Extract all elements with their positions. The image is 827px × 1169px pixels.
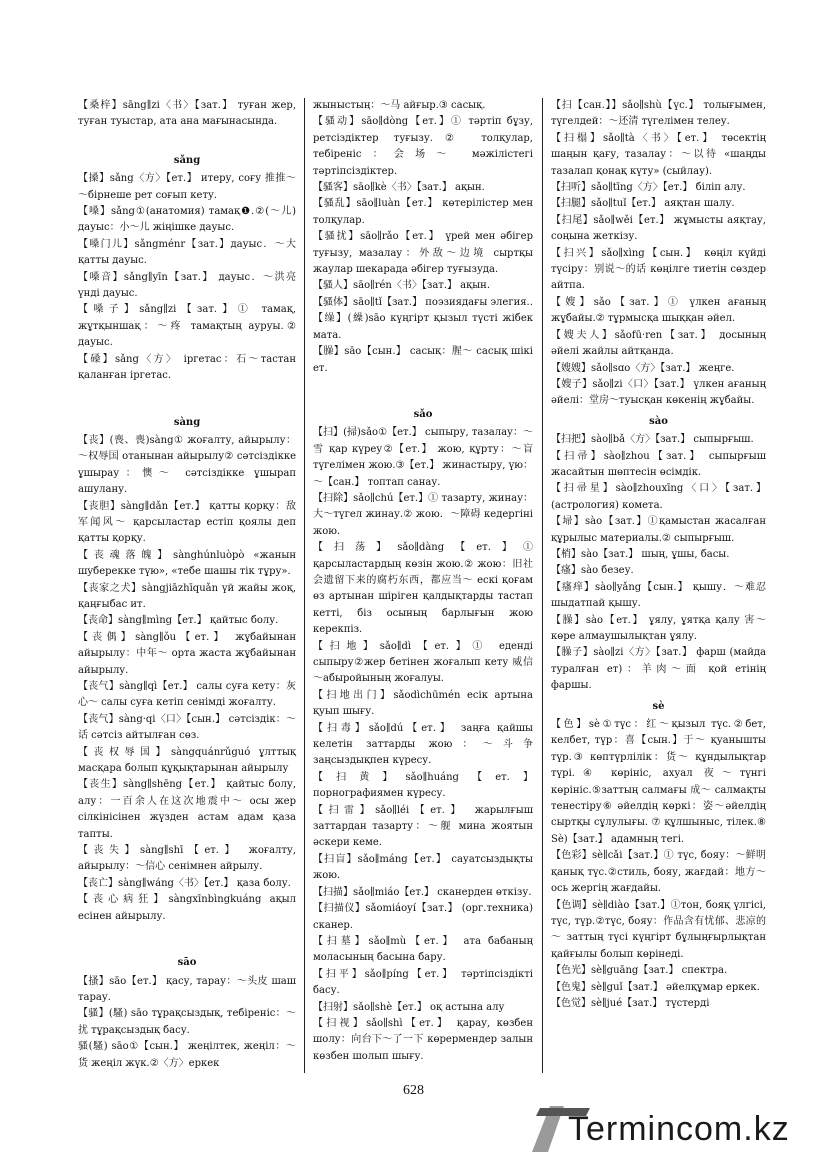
pinyin-heading: sào — [649, 415, 668, 427]
dictionary-entry: 【扫毒】sǎo∥dú【ет.】 заңға қайшы келетін заттарды жою：～斗争 заңсыздықпен күресу. — [313, 722, 533, 767]
dictionary-entry: 【瘙】sào безеу. — [551, 565, 634, 577]
column-divider — [542, 98, 543, 1073]
dictionary-entry: 【丧偶】sàng∥ǒu【ет.】 жұбайынан айырылу：中年～ орта жаста жұбайынан айырылу. — [78, 631, 296, 676]
dictionary-entry: 【磉】sǎng〈方〉 іргетас：石～тастан қаланған іргетас. — [78, 353, 296, 382]
dictionary-entry: 【骚扰】sāo∥rǎo【ет.】 үрей мен әбігер туғызу, мазалау：外敌～边境 сыртқы жаулар шекарада әбігер туғызуда. — [313, 231, 533, 276]
dictionary-entry: 【扫地】sǎo∥dì【ет.】① едендi сыпыру②жер бетінен жоғалып кету 威信～абыройының жоғалуы. — [313, 640, 533, 685]
dictionary-entry: 【搡】sǎng〈方〉【ет.】 итеру, соғу 推推～～бірнеше рет соғып кету. — [78, 173, 296, 201]
dictionary-entry: 【丧权辱国】sàngquánrǔguó ұлттық масқара болып құқықтарынан айырылу — [78, 746, 296, 775]
dictionary-entry: 【骚乱】sāo∥luàn【ет.】 көтерілістер мен толқулар. — [313, 198, 533, 226]
dictionary-entry: 【扫荡】sǎo∥dàng【ет.】① қарсыластардың көзін жою.② жою：旧社会遗留下来的腐朽东西，都应当～ ескі қоғам өз артынан шіріген қалдықтарды тастап кетті, біз осының барлығын жою керекпіз. — [313, 542, 533, 636]
dictionary-entry: 【扫平】sǎo∥píng【ет.】 тәртіпсіздікті басу. — [313, 968, 533, 997]
column-divider — [304, 98, 305, 1073]
dictionary-entry: 【臊子】sào∥zi〈方〉【зат.】 фарш (майда туралған ет)：羊肉～面 қой етінің фаршы. — [551, 647, 766, 692]
dictionary-entry: 【扫兴】sǎo∥xìng【сын.】 көңіл күйді түсіру：别说～的话 көңілге тиетін сөздер айтпа. — [551, 247, 766, 292]
dictionary-entry: 【丧胆】sàng∥dǎn【ет.】 қатты қорқу：敌军闻风～ қарсыластар естіп қоялы деп қатты қорқу. — [78, 500, 296, 545]
dictionary-entry: 【臊】sào【ет.】 ұялу, ұятқа қалу 害～көре алмаушылықтан ұялу. — [551, 614, 766, 642]
logo-wordmark: Termincom.kz — [568, 1110, 790, 1148]
dictionary-entry: 【丧命】sàng∥mìng【ет.】 қайтыс болу. — [78, 615, 279, 627]
pinyin-heading: sè — [652, 700, 665, 712]
dictionary-entry: 【骚体】sāo∥tǐ【зат.】 поэзиядағы элегия.. — [313, 296, 533, 308]
dictionary-entry: 【桑梓】sāng∥zi〈书〉【зат.】 туған жер, туған туыстар, ата ана мағынасында. — [78, 100, 296, 128]
dictionary-entry: 【嗓门儿】sǎngménr【зат.】дауыс．～大 қатты дауыс. — [78, 238, 296, 267]
dictionary-entry: 【色】sè①түс：红～қызыл түс.②бет, келбет, түр：喜【сын.】于～ қуанышты түр.③ көптүрлілік：货～ құндылықтар түрі.④ көрініс, ахуал 夜～түнгі көрініс.⑤заттың салмағы 成～ салмақты тенестіру⑥ әйелдің көркі：姿～әйелдің сыртқы сұлулығы. ⑦ құлшыныс, тілек.⑧ Sè)【зат.】 адамның тегі. — [551, 719, 766, 845]
dictionary-entry: 【扫雷】sǎo∥léi【ет.】 жарылғыш заттардан тазарту：～舰 мина жоятын әскери кеме. — [313, 804, 533, 849]
dictionary-entry: 【扫】(掃)sǎo①【ет.】 сыпыру, тазалау：～雪 қар күреу②【ет.】 жою, құрту：～盲 түгелімен жою.③【ет.】 жинастыру, үю：～【сан.】 топтап санау. — [313, 427, 533, 488]
dictionary-entry: 【扫描仪】sǎomiáoyí【зат.】 (орг.техника) сканер. — [313, 903, 533, 931]
dictionary-entry: 【扫腿】sǎo∥tuǐ【ет.】 аяқтан шалу. — [551, 198, 735, 210]
dictionary-column-middle — [313, 98, 533, 1065]
dictionary-entry: 【色彩】sè∥cǎi【зат.】① түс, бояу：～鲜明 қанық түс.②стиль, бояу, жағдай：地方～ось жергің жағдайы. — [551, 850, 766, 895]
dictionary-entry: 【嫂嫂】sǎo∥sɑo〈方〉【зат.】 жеңге. — [551, 362, 735, 374]
dictionary-entry: 【扫描】sǎo∥miáo【ет.】 сканерден өткізу. — [313, 886, 532, 898]
dictionary-entry: 【臊】sāo【сын.】 сасық：腥～ сасық шікі ет. — [313, 346, 533, 374]
dictionary-entry: 【扫把】sào∥bǎ〈方〉【зат.】 сыпырғыш. — [551, 434, 754, 446]
dictionary-entry: 【骚】(騷) sāo тұрақсыздық, тебіреніс：～扰 тұрақсыздық басу. — [78, 1008, 296, 1036]
termincom-logo — [530, 1102, 816, 1158]
dictionary-entry: 【嫂】sǎo【зат.】① үлкен ағаның жұбайы.② тұрмысқа шыққан әйел. — [551, 296, 766, 325]
dictionary-entry: 【丧气】sàng∥qì【ет.】 салы суға кету：灰心～ салы суға кетіп сенімді жоғалту. — [78, 681, 296, 709]
dictionary-entry: 【扫视】sǎo∥shì【ет.】 қарау, көзбен шолу：向台下～了一下 көрермендер залын көзбен шолып шығу. — [313, 1017, 533, 1062]
dictionary-entry: 【色光】sè∥guāng【зат.】 спектра. — [551, 965, 728, 977]
dictionary-entry: 【色鬼】sè∥guǐ【зат.】 әйелқұмар еркек. — [551, 981, 760, 993]
dictionary-entry: 【嗓子】sǎng∥zi【зат.】① тамақ, жұтқыншақ：～疼 тамақтың ауруы.② дауыс. — [78, 304, 296, 349]
dictionary-entry: 【扫帚星】sào∥zhouxīng〈口〉【зат.】 (астрология) комета. — [551, 483, 766, 511]
dictionary-entry: 【骚客】sāo∥kè〈书〉【зат.】 ақын. — [313, 182, 485, 194]
dictionary-column-right — [551, 98, 766, 1012]
dictionary-entry: 【梢】sào【зат.】 шың, ұшы, басы. — [551, 548, 730, 560]
dictionary-entry: 【嫂夫人】sǎofū·ren【зат.】 досының әйелі жайлы айтқанда. — [551, 329, 766, 358]
dictionary-entry: 【扫除】sǎo∥chú【ет.】① тазарту, жинау：大～түгел жинау.② жою．～障碍 кедергіні жою. — [313, 492, 533, 537]
pinyin-heading: sǎo — [413, 408, 433, 420]
dictionary-entry: 【扫【сан.】】sǎo∥shù【үс.】 толығымен, түгелдей：～还清 түгелімен телеу. — [551, 100, 766, 128]
dictionary-entry: жыныстың：～马 айғыр.③ сасық. — [313, 100, 486, 111]
dictionary-entry: 【丧魂落魄】sànghúnluòpò «жанын шуберекке түю», «тебе шашы тік тұру». — [78, 549, 296, 578]
dictionary-entry: 【骚人】sāo∥rén〈书〉【зат.】 ақын. — [313, 280, 491, 292]
dictionary-entry: 【扫帚】sào∥zhou【зат.】 сыпырғыш жасайтын шөптесін өсімдік. — [551, 450, 766, 478]
dictionary-entry: 【丧心病狂】sàngxīnbìngkuáng ақыл есінен айырылу. — [78, 894, 296, 922]
dictionary-entry: 【扫射】sǎo∥shè【ет.】 оқ астына алу — [313, 1001, 505, 1013]
dictionary-entry: 【扫听】sǎo∥tīng〈方〉【ет.】 біліп алу. — [551, 182, 746, 194]
dictionary-entry: 【丧失】sàng∥shī【ет.】 жоғалту, айырылу：～信心 сенімнен айрылу. — [78, 845, 296, 873]
dictionary-entry: 【扫墓】sǎo∥mù【ет.】 ата бабаның моласының басына бару. — [313, 935, 533, 964]
dictionary-entry: 【嗓音】sǎng∥yīn【зат.】 дауыс．～洪亮 үнді дауыс. — [78, 271, 296, 300]
dictionary-entry: 【瘙痒】sào∥yǎng【сын.】 қышу．～难忍 шыдатпай қышу. — [551, 581, 766, 610]
dictionary-entry: 【埽】sào【зат.】①қамыстан жасалған құрылыс материалы.② сыпырғыш. — [551, 516, 766, 544]
dictionary-entry: 【扫地出门】sǎodìchūmén есік артына қуып шығу. — [313, 689, 533, 718]
dictionary-entry: 【色觉】sè∥jué【зат.】 түстерді — [551, 997, 710, 1009]
dictionary-entry: 【扫黄】sǎo∥huáng【ет.】 порнографиямен күресу. — [313, 771, 533, 800]
dictionary-entry: 骚(騷) sāo①【сын.】 жеңілтек, жеңіл：～货 жеңіл жүк.②〈方〉еркек — [78, 1041, 296, 1069]
page-number: 628 — [403, 1083, 424, 1098]
dictionary-entry: 【丧家之犬】sàngjiāzhīquǎn үй жайы жоқ, қаңғыбас ит. — [78, 582, 296, 610]
dictionary-entry: 【缲】(繰)sāo күңгірт қызыл түсті жібек мата. — [313, 313, 533, 341]
pinyin-heading: sǎng — [173, 154, 201, 166]
dictionary-entry: 【扫盲】sǎo∥máng【ет.】 сауатсыздықты жою. — [313, 853, 533, 882]
dictionary-entry: 【丧生】sàng∥shēng【ет.】 қайтыс болу, алу：一百余人在这次地震中～ осы жер сілкінісінен жүзден астам адам қаза тапты. — [78, 779, 296, 840]
dictionary-entry: 【色调】sè∥diào【зат.】①тон, бояқ үлгісі, түс, түр.②түс, бояу：作品含有忧郁、悲凉的～ заттың түсі күңгірт бұлыңғырлықтан қайғылы болып көрінеді. — [551, 899, 766, 960]
dictionary-entry: 【骚动】sāo∥dòng【ет.】① тәртіп бұзу, ретсіздіктер туғызу.② толқулар, тебіреніс：会场～ мәжілістегі тәртіпсіздіктер. — [313, 116, 533, 177]
dictionary-entry: 【扫榻】sǎo∥tà〈书〉【ет.】 төсектің шаңын қағу, тазалау：～以待 «шаңды тазалап қонақ күту» (сыйлау). — [551, 132, 766, 177]
dictionary-entry: 【搔】sāo【ет.】 қасу, тарау：～头皮 шаш тарау. — [78, 975, 296, 1003]
pinyin-heading: sāo — [177, 957, 197, 969]
dictionary-entry: 【扫尾】sǎo∥wěi【ет.】 жұмысты аяқтау, соңына жеткізу. — [551, 214, 766, 243]
dictionary-entry: 【丧气】sàng·qi〈口〉【сын.】 сәтсіздік：～话 сәтсіз айтылған сөз. — [78, 713, 296, 742]
pinyin-heading: sàng — [173, 416, 201, 428]
dictionary-entry: 【嗓】sǎng①(анатомия) тамақ❶.②(～儿) дауыс：小～儿 жіңішке дауыс. — [78, 206, 296, 234]
dictionary-entry: 【嫂子】sǎo∥zi〈口〉【зат.】 үлкен ағаның әйелі：堂房～туысқан көкенің жұбайы. — [551, 378, 766, 407]
dictionary-entry: 【丧】(喪、喪)sàng① жоғалту, айырылу：～权辱国 отанынан айырылу② сәтсіздікке ұшырау：懊～ сәтсіздікке ұшырап ашулану. — [78, 434, 296, 496]
dictionary-column-left — [78, 98, 296, 1072]
dictionary-entry: 【丧亡】sàng∥wáng〈书〉【ет.】 қаза болу. — [78, 877, 291, 889]
